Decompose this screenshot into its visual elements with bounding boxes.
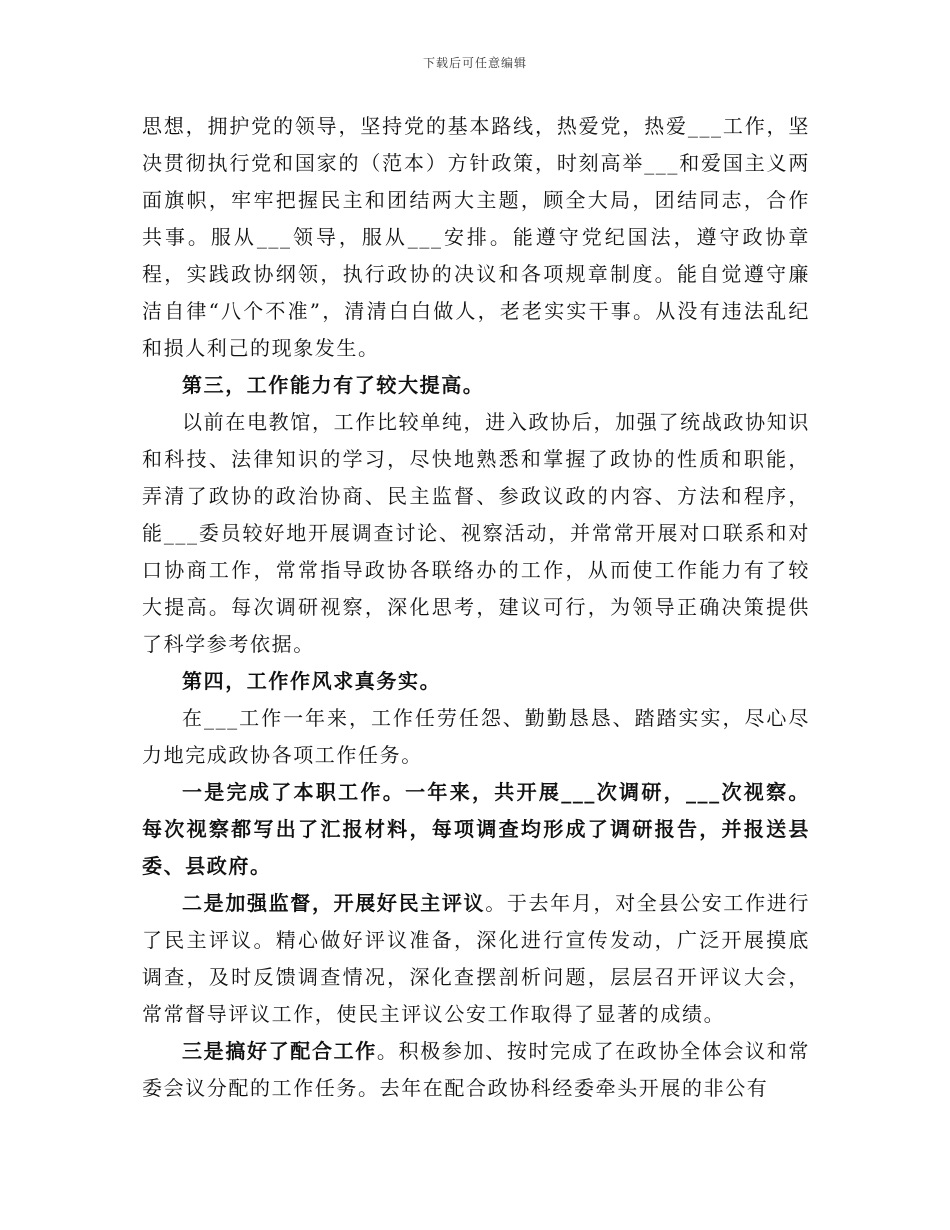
paragraph-supervision	[142, 885, 810, 1033]
cooperation-lead: 三是搞好了配合工作	[182, 1039, 377, 1063]
paragraph-work-ability: 以前在电教馆，工作比较单纯，进入政协后，加强了统战政协知识和科技、法律知识的学习，尽快地熟悉和掌握了政协的性质和职能，弄清了政协的政治协商、民主监督、参政议政的内容、方法和程序，能___委员较好地开展调查讨论、视察活动，并常常开展对口联系和对口协商工作，常常指导政协各联络办的工作，从而使工作能力有了较大提高。每次调研视察，深化思考，建议可行，为领导正确决策提供了科学参考依据。	[142, 410, 810, 656]
paragraph-political-attitude: 思想，拥护党的领导，坚持党的基本路线，热爱党，热爱___工作，坚决贯彻执行党和国家的（范本）方针政策，时刻高举___和爱国主义两面旗帜，牢牢把握民主和团结两大主题，顾全大局，团结同志，合作共事。服从___领导，服从___安排。能遵守党纪国法，遵守政协章程，实践政协纲领，执行政协的决议和各项规章制度。能自觉遵守廉洁自律“八个不准”，清清白白做人，老老实实干事。从没有违法乱纪和损人利己的现象发生。	[142, 114, 810, 360]
section-heading-work-style: 第四，工作作风求真务实。	[182, 669, 442, 693]
paragraph-duty-work: 一是完成了本职工作。一年来，共开展___次调研，___次视察。每次视察都写出了汇报材料，每项调查均形成了调研报告，并报送县委、县政府。	[142, 780, 810, 878]
paragraph-work-style: 在___工作一年来，工作任劳任怨、勤勤恳恳、踏踏实实，尽心尽力地完成政协各项工作任务。	[142, 706, 810, 767]
supervision-body: 。于去年月，对全县公安工作进行了民主评议。精心做好评议准备，深化进行宣传发动，广泛开展摸底调查，及时反馈调查情况，深化查摆剖析问题，层层召开评议大会，常常督导评议工作，使民主评议公安工作取得了显著的成绩。	[142, 891, 810, 1026]
supervision-lead: 二是加强监督，开展好民主评议	[182, 891, 486, 915]
document-body	[142, 108, 810, 1107]
page-header: 下载后可任意编辑	[422, 56, 527, 70]
paragraph-cooperation	[142, 1033, 810, 1107]
cooperation-body: 。积极参加、按时完成了在政协全体会议和常委会议分配的工作任务。去年在配合政协科经委牵头开展的非公有	[142, 1039, 811, 1100]
section-heading-work-ability: 第三，工作能力有了较大提高。	[182, 373, 485, 397]
